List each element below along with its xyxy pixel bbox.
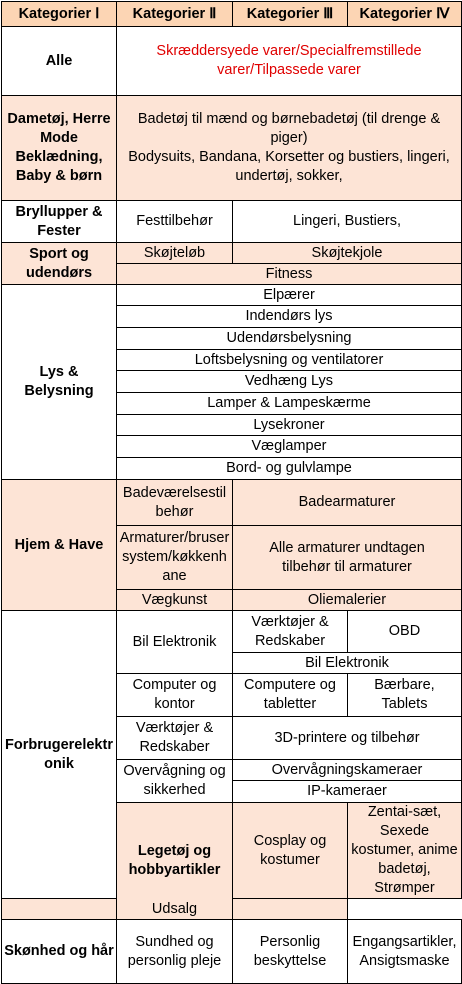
row-alle <box>2 27 462 96</box>
lys-item: Vedhæng Lys <box>117 371 462 393</box>
category-skonhed: Skønhed og hår <box>2 920 117 984</box>
forbruger-ip-kameraer: IP-kameraer <box>233 781 462 803</box>
forbruger-vaerktoj-2: Værktøjer & Redskaber <box>117 717 233 760</box>
bryllupper-festtilbehor: Festtilbehør <box>117 201 233 243</box>
lys-item: Bord- og gulvlampe <box>117 458 462 480</box>
header-kategorier-3: Kategorier Ⅲ <box>233 2 348 27</box>
row-lys-1 <box>2 285 462 306</box>
sport-fitness: Fitness <box>117 264 462 285</box>
bryllupper-lingeri: Lingeri, Bustiers, <box>233 201 462 243</box>
header-kategorier-2: Kategorier Ⅱ <box>117 2 233 27</box>
category-alle: Alle <box>2 27 117 96</box>
dametoj-line-1: Badetøj til mænd og børnebadetøj (til drenge & piger) <box>137 111 441 146</box>
dametoj-items <box>117 96 462 201</box>
row-skonhed <box>2 920 462 984</box>
forbruger-computere: Computere og tabletter <box>233 674 348 717</box>
hjem-badearmaturer: Badearmaturer <box>233 480 462 526</box>
forbruger-baerbare: Bærbare, Tablets <box>348 674 462 717</box>
lys-item: Udendørsbelysning <box>117 328 462 350</box>
row-sport-1 <box>2 243 462 264</box>
row-forbruger-1 <box>2 611 462 653</box>
lys-item: Lysekroner <box>117 415 462 436</box>
category-lys: Lys & Belysning <box>2 285 117 480</box>
legetoj-zentai: Zentai-sæt, Sexede kostumer, anime badetøj, Strømper <box>348 803 462 899</box>
forbruger-3d-printere: 3D-printere og tilbehør <box>233 717 462 760</box>
forbruger-obd: OBD <box>348 611 462 653</box>
lys-item: Elpærer <box>117 285 462 306</box>
header-kategorier-4: Kategorier Ⅳ <box>348 2 462 27</box>
hjem-vaegkunst: Vægkunst <box>117 590 233 611</box>
row-dametoj <box>2 96 462 201</box>
forbruger-bil-elektronik: Bil Elektronik <box>117 611 233 674</box>
lys-item: Lamper & Lampeskærme <box>117 393 462 415</box>
forbruger-vaerktoj: Værktøjer & Redskaber <box>233 611 348 653</box>
header-kategorier-1: Kategorier Ⅰ <box>2 2 117 27</box>
category-hjem: Hjem & Have <box>2 480 117 611</box>
legetoj-udsalg: Udsalg <box>2 899 348 920</box>
category-table <box>1 1 462 984</box>
dametoj-line-2: Bodysuits, Bandana, Korsetter og bustiers, lingeri, undertøj, sokker, <box>128 149 450 184</box>
forbruger-overvagning: Overvågning og sikkerhed <box>117 760 233 803</box>
sport-skojtekjole: Skøjtekjole <box>233 243 462 264</box>
skonhed-sundhed: Sundhed og personlig pleje <box>117 920 233 984</box>
header-row <box>2 2 462 27</box>
hjem-alle-armaturer: Alle armaturer undtagen tilbehør til armaturer <box>233 526 462 590</box>
hjem-badevaerelsestilbehor: Badeværelsestilbehør <box>117 480 233 526</box>
row-hjem-1 <box>2 480 462 526</box>
category-forbruger: Forbrugerelektronik <box>2 611 117 899</box>
row-bryllupper <box>2 201 462 243</box>
alle-description: Skræddersyede varer/Specialfremstillede varer/Tilpassede varer <box>117 27 462 96</box>
hjem-armaturer: Armaturer/brusersystem/køkkenhane <box>117 526 233 590</box>
lys-item: Loftsbelysning og ventilatorer <box>117 350 462 371</box>
row-legetoj-2 <box>2 899 462 920</box>
category-legetoj: Legetøj og hobbyartikler <box>117 803 233 920</box>
sport-skojtelob: Skøjteløb <box>117 243 233 264</box>
lys-item: Væglamper <box>117 436 462 458</box>
legetoj-cosplay: Cosplay og kostumer <box>233 803 348 899</box>
forbruger-kameraer: Overvågningskameraer <box>233 760 462 781</box>
skonhed-engangsartikler: Engangsartikler, Ansigtsmaske <box>348 920 462 984</box>
lys-item: Indendørs lys <box>117 306 462 328</box>
category-bryllupper: Bryllupper & Fester <box>2 201 117 243</box>
category-sport: Sport og udendørs <box>2 243 117 285</box>
forbruger-bil-elektronik-2: Bil Elektronik <box>233 653 462 674</box>
hjem-oliemalerier: Oliemalerier <box>233 590 462 611</box>
category-dametoj: Dametøj, Herre Mode Beklædning, Baby & børn <box>2 96 117 201</box>
forbruger-computer: Computer og kontor <box>117 674 233 717</box>
skonhed-personlig: Personlig beskyttelse <box>233 920 348 984</box>
